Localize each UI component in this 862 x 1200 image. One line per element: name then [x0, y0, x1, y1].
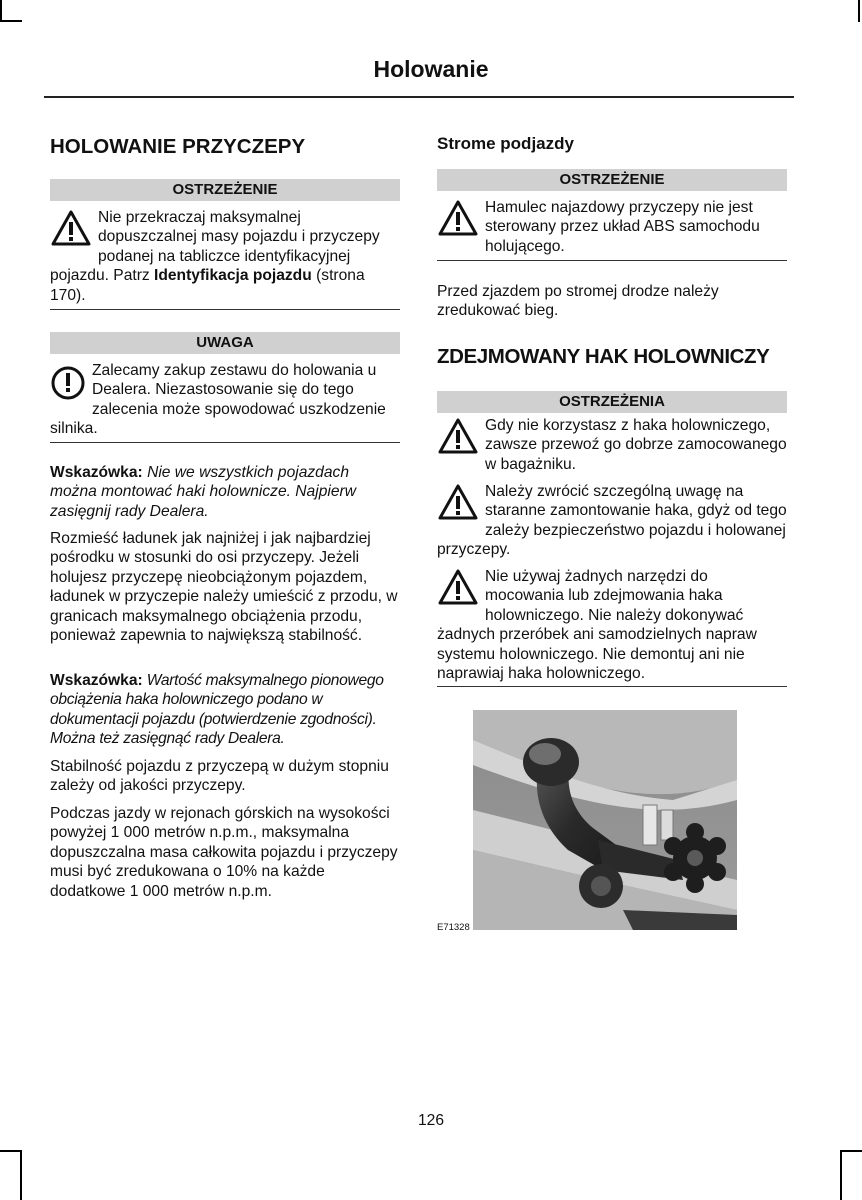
paragraph-load-distribution — [50, 529, 400, 645]
tow-hook-illustration — [473, 710, 737, 930]
warning-box-header: OSTRZEŻENIE — [50, 179, 400, 201]
caution-box-header: UWAGA — [50, 332, 400, 354]
warning-item — [437, 482, 787, 560]
divider — [50, 442, 400, 443]
crop-mark — [858, 0, 860, 22]
warning-item — [437, 416, 787, 474]
warnings-box-header: OSTRZEŻENIA — [437, 391, 787, 413]
warning-text: Nie używaj żadnych narzędzi do mocowania lub zdejmowania haka holowniczego. Nie należy dokonywać żadnych przeróbek ani samodzielnych napraw systemu holowniczego. Nie demontuj ani nie naprawiaj haka holowniczego. — [437, 568, 757, 683]
crop-mark — [840, 1150, 842, 1200]
section-heading-detachable-hitch: ZDEJMOWANY HAK HOLOWNICZY — [437, 345, 770, 368]
divider — [437, 260, 787, 261]
paragraph-mountain-driving — [50, 804, 400, 901]
warning-triangle-icon — [437, 198, 479, 240]
warning-triangle-icon — [437, 416, 479, 458]
crop-mark — [0, 0, 2, 22]
warning-text-end: (strona 170). — [50, 267, 365, 304]
crop-mark — [0, 20, 22, 22]
divider — [437, 686, 787, 687]
section-heading-towing: HOLOWANIE PRZYCZEPY — [50, 135, 306, 158]
paragraph-text: Rozmieść ładunek jak najniżej i jak najbardziej pośrodku w stosunki do osi przyczepy. Jeżeli holujesz przyczepę nieobciążonym pojazdem, ładunek w przyczepie należy umieścić z przodu, w granicach maksymalnego obciążenia przodu, ponieważ zapewnia to największą stabilność. — [50, 530, 398, 645]
warning-text: Gdy nie korzystasz z haka holowniczego, zawsze przewoź go dobrze zamocowanego w bagażniku. — [485, 417, 787, 473]
caution-text: Zalecamy zakup zestawu do holowania u Dealera. Niezastosowanie się do tego zalecenia może spowodować uszkodzenie silnika. — [50, 362, 386, 438]
paragraph-stability — [50, 757, 400, 796]
warning-text: Należy zwrócić szczególną uwagę na staranne zamontowanie haka, gdyż od tego zależy bezpieczeństwo pojazdu i holowanej przyczepy. — [437, 483, 787, 559]
warning-triangle-icon — [50, 208, 92, 250]
note-label: Wskazówka: — [50, 672, 143, 689]
note-hitch-fitting — [50, 463, 400, 521]
page-number: 126 — [417, 1112, 445, 1129]
warning-box-content — [437, 198, 787, 256]
crop-mark — [0, 1150, 22, 1152]
caution-circle-icon — [50, 365, 86, 401]
header-divider — [44, 96, 794, 98]
note-label: Wskazówka: — [50, 464, 143, 481]
vehicle-id-link-text: Identyfikacja pojazdu — [154, 267, 312, 285]
paragraph-downshift — [437, 282, 787, 321]
warning-text: Hamulec najazdowy przyczepy nie jest sterowany przez układ ABS samochodu holującego. — [485, 199, 760, 255]
warning-text: Nie przekraczaj maksymalnej dopuszczalnej masy pojazdu i przyczepy podanej na tabliczce identyfikacyjnej pojazdu. Patrz — [50, 209, 380, 285]
note-text: Wartość maksymalnego pionowego obciążenia haka holowniczego podano w dokumentacji pojazdu (potwierdzenie zgodności). Można też zasięgnąć rady Dealera. — [50, 672, 384, 748]
page-title: Holowanie — [373, 56, 489, 82]
image-code: E71328 — [437, 922, 470, 933]
warning-triangle-icon — [437, 567, 479, 609]
note-text: Nie we wszystkich pojazdach można montować haki holownicze. Najpierw zasięgnij rady Dealera. — [50, 464, 356, 520]
subheading-steep-grades: Strome podjazdy — [437, 134, 574, 153]
warning-triangle-icon — [437, 482, 479, 524]
crop-mark — [20, 1150, 22, 1200]
divider — [50, 309, 400, 310]
note-vertical-load — [50, 671, 400, 749]
warning-box-header: OSTRZEŻENIE — [437, 169, 787, 191]
paragraph-text: Stabilność pojazdu z przyczepą w dużym stopniu zależy od jakości przyczepy. — [50, 758, 389, 795]
paragraph-text: Podczas jazdy w rejonach górskich na wysokości powyżej 1 000 metrów n.p.m., maksymalna dopuszczalna masa całkowita pojazdu i przyczepy musi być zredukowana o 10% na każde dodatkowe 1 000 metrów n.p.m. — [50, 805, 398, 900]
warning-item — [437, 567, 787, 683]
warning-box-content — [50, 208, 400, 305]
crop-mark — [840, 1150, 862, 1152]
caution-box-content — [50, 361, 400, 439]
paragraph-text: Przed zjazdem po stromej drodze należy zredukować bieg. — [437, 283, 719, 320]
